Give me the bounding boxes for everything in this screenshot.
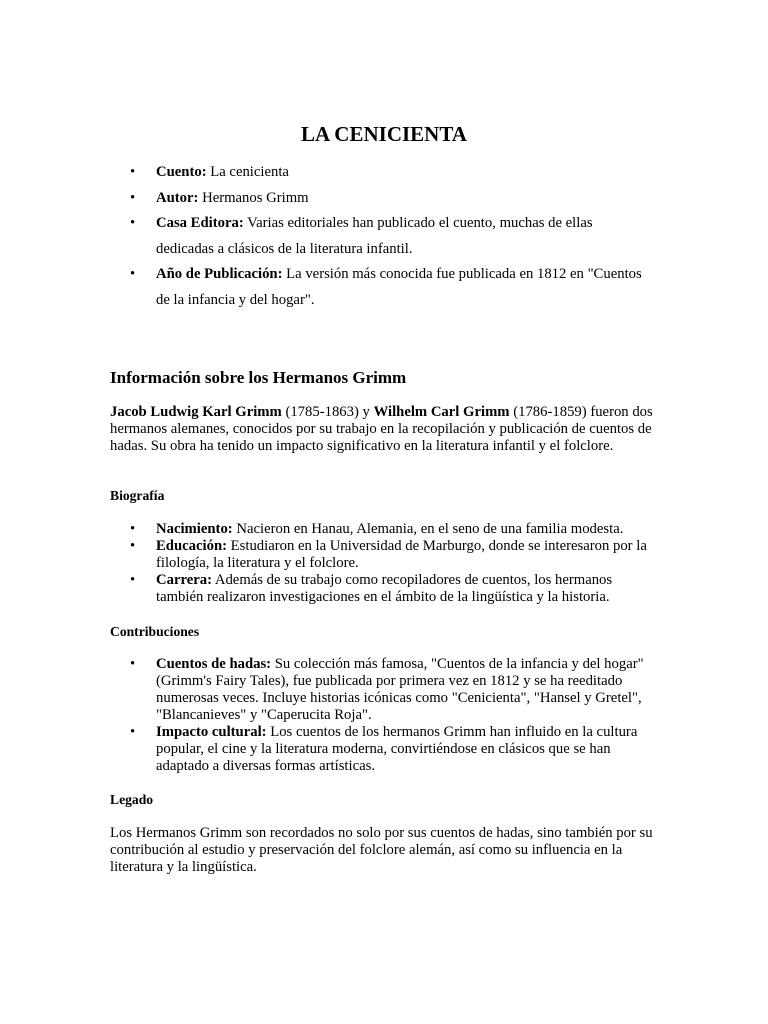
contribuciones-list [110, 656, 662, 775]
item-text: Además de su trabajo como recopiladores de cuentos, los hermanos también realizaron investigaciones en el ámbito de la lingüística y la historia. [156, 572, 613, 605]
detail-value: Hermanos Grimm [198, 189, 309, 206]
document-title: LA CENICIENTA [301, 122, 467, 146]
detail-item-publicacion [110, 262, 650, 313]
detail-label: Casa Editora: [156, 215, 244, 231]
item-label: Carrera: [156, 572, 212, 588]
list-item [110, 656, 662, 724]
contribuciones-heading: Contribuciones [110, 624, 200, 639]
intro-paragraph [110, 404, 662, 455]
detail-value: Varias editoriales han publicado el cuento, muchas de ellas dedicadas a clásicos de la literatura infantil. [156, 215, 593, 257]
detail-item-autor [110, 186, 650, 212]
intro-name-wilhelm: Wilhelm Carl Grimm [373, 404, 510, 420]
section-heading-grimm: Información sobre los Hermanos Grimm [110, 368, 407, 387]
intro-name-jacob: Jacob Ludwig Karl Grimm [110, 404, 282, 420]
item-label: Cuentos de hadas: [156, 656, 272, 672]
detail-value: La versión más conocida fue publicada en 1812 en "Cuentos de la infancia y del hogar". [156, 266, 642, 308]
detail-label: Autor: [156, 189, 199, 206]
list-item [110, 538, 662, 572]
story-details-list [110, 160, 650, 313]
intro-text: (1786-1859) fueron dos hermanos alemanes, conocidos por su trabajo en la recopilación y publicación de cuentos de hadas. Su obra ha tenido un impacto significativo en la literatura infantil y el folclore. [110, 404, 653, 454]
item-text: Nacieron en Hanau, Alemania, en el seno de una familia modesta. [232, 521, 624, 537]
item-text: Su colección más famosa, "Cuentos de la infancia y del hogar" (Grimm's Fairy Tales), fue publicada por primera vez en 1812 y se ha reeditado numerosas veces. Incluye historias icónicas como "Cenicienta", "Hansel y Gretel", "Blancanieves" y "Caperucita Roja". [156, 656, 644, 723]
biografia-heading: Biografía [110, 488, 165, 503]
detail-item-editora [110, 211, 650, 262]
item-text: Los cuentos de los hermanos Grimm han influido en la cultura popular, el cine y la literatura moderna, convirtiéndose en clásicos que se han adaptado a diversas formas artísticas. [156, 724, 638, 774]
list-item [110, 521, 662, 538]
intro-text: (1785-1863) y [281, 404, 374, 420]
item-label: Impacto cultural: [156, 724, 267, 740]
detail-label: Cuento: [156, 164, 207, 180]
detail-item-cuento [110, 160, 650, 186]
legado-heading: Legado [110, 792, 154, 807]
detail-label: Año de Publicación: [156, 266, 283, 282]
list-item [110, 572, 662, 606]
item-text: Estudiaron en la Universidad de Marburgo, donde se interesaron por la filología, la literatura y el folclore. [156, 538, 647, 571]
item-label: Educación: [156, 538, 227, 554]
detail-value: La cenicienta [206, 164, 289, 180]
biografia-list [110, 521, 662, 606]
legado-paragraph: Los Hermanos Grimm son recordados no solo por sus cuentos de hadas, sino también por su contribución al estudio y preservación del folclore alemán, así como su influencia en la literatura y la lingüística. [110, 825, 653, 875]
item-label: Nacimiento: [156, 521, 233, 537]
list-item [110, 724, 662, 775]
